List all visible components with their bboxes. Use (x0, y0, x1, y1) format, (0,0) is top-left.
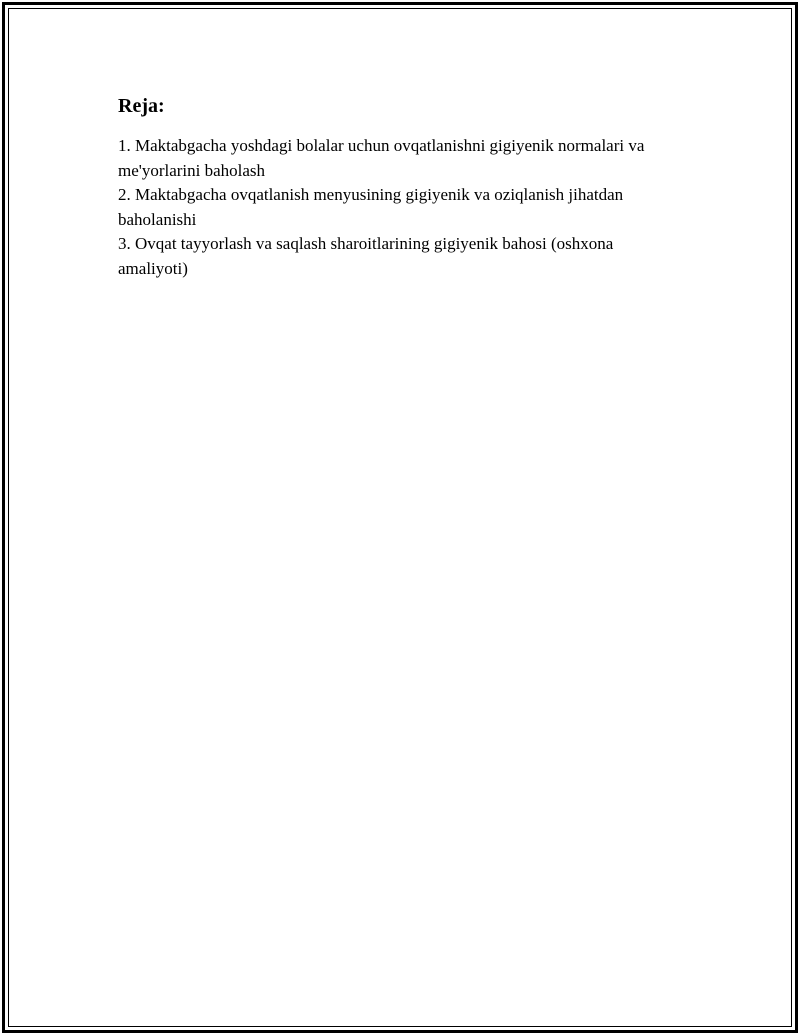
plan-item-3: 3. Ovqat tayyorlash va saqlash sharoitlarining gigiyenik bahosi (oshxona amaliyoti) (118, 234, 614, 278)
plan-item-2: 2. Maktabgacha ovqatlanish menyusining gigiyenik va oziqlanish jihatdan baholanishi (118, 185, 624, 229)
page-content (118, 92, 678, 281)
plan-item-1: 1. Maktabgacha yoshdagi bolalar uchun ovqatlanishni gigiyenik normalari va me'yorlarini baholash (118, 136, 645, 180)
plan-list (118, 134, 678, 281)
plan-heading: Reja: (118, 95, 165, 117)
